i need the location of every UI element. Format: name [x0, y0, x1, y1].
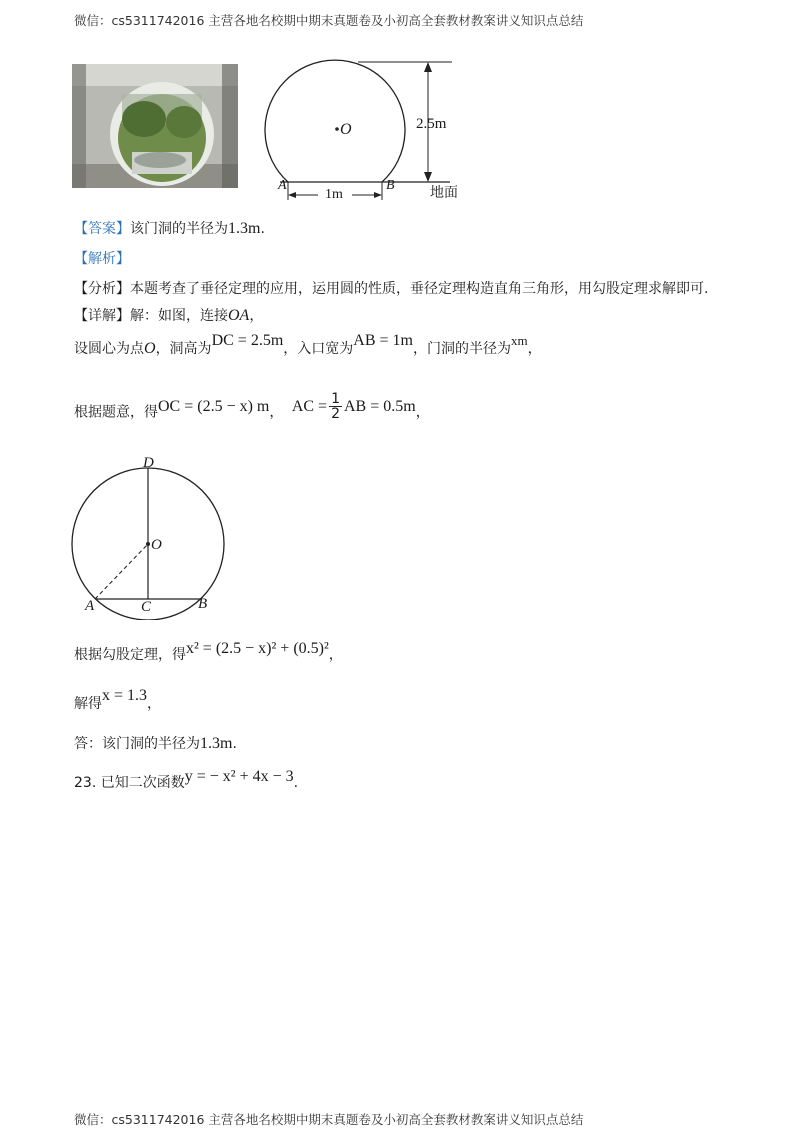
set-dc: DC = 2.5m — [211, 332, 284, 349]
by-ac-right: AB = 0.5m — [344, 397, 416, 415]
by-end: ， — [415, 404, 430, 421]
set-xm: xm — [510, 333, 528, 348]
set-text-5: ， — [527, 341, 542, 357]
set-text-3: ，入口宽为 — [283, 341, 354, 357]
xiangjie-tag: 【详解】 — [74, 308, 130, 324]
fig1-height-label: 2.5m — [416, 116, 447, 132]
final-answer-end: . — [232, 736, 237, 752]
by-oc: OC = (2.5 − x) m — [158, 397, 270, 415]
page-header: 微信：cs5311742016 主营各地名校期中期末真题卷及小初高全套教材教案讲义知识点总结 — [74, 13, 584, 28]
segment-oa: OA — [228, 307, 250, 324]
fenxi-text: 本题考查了垂径定理的应用，运用圆的性质，垂径定理构造直角三角形，用勾股定理求解即可. — [130, 281, 709, 297]
xiangjie-text: 解：如图，连接 — [130, 308, 228, 324]
set-line — [74, 332, 542, 358]
final-answer-line — [74, 733, 237, 753]
by-half-frac — [329, 392, 342, 421]
xiangjie-line — [74, 305, 263, 325]
moon-gate-photo — [72, 64, 238, 188]
answer-value: 1.3m — [228, 220, 261, 237]
pyth-line — [74, 640, 343, 664]
question-23 — [74, 768, 299, 792]
question-equation: y = − x² + 4x − 3 — [184, 768, 294, 785]
fig1-width-label: 1m — [325, 187, 343, 202]
xiangjie-end: ， — [249, 308, 264, 324]
question-text: 已知二次函数 — [100, 775, 185, 791]
fig2-label-d: D — [143, 455, 154, 471]
pyth-equation: x² = (2.5 − x)² + (0.5)² — [186, 640, 329, 657]
answer-line — [74, 218, 265, 238]
analysis-tag: 【解析】 — [74, 251, 130, 267]
fig2-label-c: C — [141, 599, 152, 615]
set-point-o: O — [144, 340, 156, 357]
set-text-1: 设圆心为点 — [74, 341, 144, 357]
solve-equation: x = 1.3 — [102, 687, 148, 704]
set-text-4: ，门洞的半径为 — [412, 341, 511, 357]
pyth-end: ， — [328, 647, 343, 663]
solve-line — [74, 687, 162, 713]
answer-text: 该门洞的半径为 — [130, 221, 228, 237]
fenxi-tag: 【分析】 — [74, 281, 130, 297]
page-footer: 微信：cs5311742016 主营各地名校期中期末真题卷及小初高全套教材教案讲义知识点总结 — [74, 1112, 584, 1127]
set-ab: AB = 1m — [353, 332, 413, 349]
question-number: 23. — [74, 775, 97, 791]
by-ac-left: AC = — [291, 397, 328, 415]
by-line — [74, 391, 430, 427]
fenxi-line — [74, 278, 708, 298]
answer-end: . — [260, 221, 265, 237]
fig1-ground-label: 地面 — [430, 185, 458, 201]
fig1-label-o: O — [340, 121, 352, 138]
fig1-label-a: A — [278, 178, 287, 193]
answer-tag: 【答案】 — [74, 221, 130, 237]
pyth-text: 根据勾股定理，得 — [74, 647, 186, 663]
by-comma: ， — [269, 404, 284, 421]
question-end: . — [293, 775, 299, 791]
fig2-label-b: B — [198, 596, 208, 612]
final-answer-text: 答：该门洞的半径为 — [74, 736, 200, 752]
by-text-1: 根据题意，得 — [74, 404, 158, 421]
fig2-label-o: O — [151, 537, 162, 553]
by-half-den: 2 — [331, 406, 340, 422]
by-half-num: 1 — [331, 391, 340, 407]
set-text-2: ，洞高为 — [155, 341, 212, 357]
fig1-label-b: B — [386, 178, 395, 193]
solve-end: ， — [147, 696, 162, 712]
fig2-label-a: A — [85, 598, 95, 614]
final-answer-value: 1.3m — [200, 735, 233, 752]
solve-text: 解得 — [74, 696, 102, 712]
